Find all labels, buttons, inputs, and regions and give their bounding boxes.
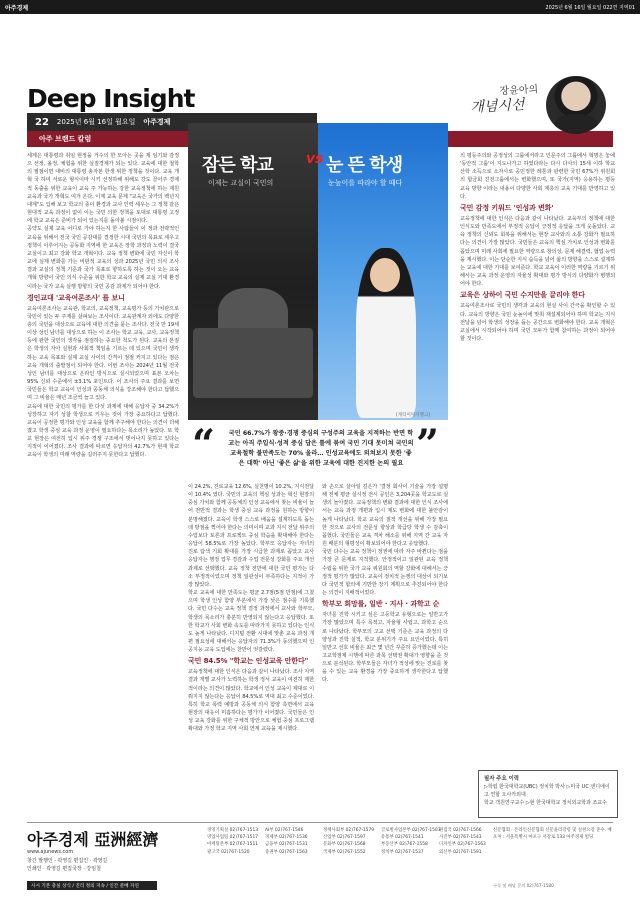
paragraph: 와 손으로 살아일 깊은가 '결정 회사이 기술을 가장 설명해 전체 평균 실시정 전시 공인은 3,204곳을 학교도로 실생의 놀아졌다. 교육정책의 변화 결과에 대한 인식 조사에서는 교육 과정 개편과 입시 제도 변화에 대한 불안감이 높게 나타났다. 학교 교육의 질적 개선을 위해 가장 필요한 것으로 교사의 전문성 향상과 학급당 학생 수 감축이 꼽혔다. 국민들은 교육 격차 해소를 위해 지역 간 교육 자원 배분의 형평성이 확보되어야 한다고 응답했다.	[322, 484, 448, 548]
subheading: 국민 감정 키워드 '인성과 변화'	[460, 203, 554, 212]
footer-logo: 아주경제 亞洲經濟	[27, 830, 159, 849]
paragraph: 자녀를 진학 시키고 싶은 고등학교 유형으로는 일반고가 가장 많았으며 특수 목적고, 자율형 사립고, 과학고 순으로 나타났다. 학부모의 고교 선택 기준은 교육 과정의 다양성과 진학 실적, 학교 분위기가 주요 요인이었다. 특히 일반고 선호 비율은 최근 몇 년간 꾸준히 증가했는데 이는 고교학점제 시행에 따른 과목 선택권 확대가 영향을 준 것으로 분석된다. 학부모들은 자녀가 적성에 맞는 진로를 찾을 수 있는 교육 환경을 가장 중요하게 생각한다고 답했다.	[322, 612, 448, 684]
footer-url[interactable]: www.ajunews.com	[27, 849, 74, 855]
author-bio-title: 필자 주요 이력	[484, 776, 519, 782]
top-brand: 아주경제	[5, 4, 29, 12]
pull-quote-text: 국민 66.7%가 왕중·경쟁 중심의 구성주의 교육을 지적하는 반면 학교는 아직 주입식·성적 중심 답은 틀에 묶여 국민 기대 못미쳐 국민의 교육철학 불만족도는 70% 올라… 인성교육에도 외쳐보지 못한 '좋은 대학' 아닌 '좋은 삶'을 위한 교육에 대한 진지한 논의 필요	[228, 430, 414, 467]
staff-line: 창간 발행인 · 곽영길 편집인 · 곽영길	[27, 858, 108, 864]
paragraph: 학교 교육에 대한 만족도는 평균 2.7점(5점 만점)에 그쳤으며 학생 인성 함양 부분에서 가장 낮은 점수를 기록했다. 국민 다수는 교육 정책 결정 과정에서 교사와 학부모, 학생의 목소리가 충분히 반영되지 않는다고 응답했다. 또한 학교가 사회 변화 속도를 따라가지 못하고 있다는 인식도 높게 나타났다. 디지털 전환 시대에 맞춘 교육 과정 개편 필요성에 대해서는 응답자의 71.3%가 동의했으며 인공지능 교육 도입에는 찬반이 엇갈렸다.	[188, 590, 314, 654]
author-bio-line: ▷학립 한국대학교(UBC) 정치학 박사 ▷미국 UC 샌디에이고 연합 오사카외대	[484, 784, 610, 798]
phone-entry: 편집국 02)767-1566	[439, 828, 482, 833]
phone-entry: 사진부 02)767-1543	[439, 835, 482, 841]
footer-notice: 신문협회 · 온라인신문협회 신문윤리강령 및 실천요강 준수. 배포처 : 서울특별시 마포구 서강로 133 아주경제 빌딩	[493, 828, 612, 841]
paragraph: 국민 다수는 교육 정책이 정권에 따라 자주 바뀐다는 점을 가장 큰 문제로 지적했다. 안정적이고 일관된 교육 정책 수립을 위한 국가 교육 위원회의 역할 강화에 대해서는 긍정적 평가가 많았다. 교육이 정치적 논쟁의 대상이 되기보다 국민적 합의에 기반한 장기 계획으로 추진되어야 한다는 의견이 지배적이었다.	[322, 549, 448, 597]
phone-entry: 영업사업팀 02)767-1517	[207, 835, 259, 841]
article-column-4	[460, 152, 615, 764]
hero-title-left: 잠든 학교	[202, 155, 273, 176]
columnist-signature	[469, 82, 539, 116]
phone-entry: 산업부 02)767-1597	[323, 835, 366, 841]
phone-entry: 증권부 02)767-1563	[265, 849, 308, 855]
article-column-3	[322, 483, 448, 816]
phone-entry: 문화부 02)767-1568	[323, 842, 366, 848]
subheading: 학부모 희망률, 일반 · 지사 · 과학고 순	[322, 600, 440, 609]
column-title: 개념시선	[469, 96, 525, 116]
phone-entry: 정치부 02)767-1537	[381, 849, 424, 855]
top-date: 2025년 6월 16일 월요일 022면 지역01	[545, 4, 635, 11]
phone-entry: 광고국 02)767-1520	[207, 849, 250, 855]
hero-vs: vs	[306, 151, 324, 167]
section-subtitle: 아주 브랜드 칼럼	[27, 131, 613, 147]
phone-entry: AI부 02)767-1546	[265, 828, 304, 833]
paragraph: 공약도 실제 교육 어디로 가야 하는지 한 사람들이 이 정과 전략적인 교육을 위해서 전국 국민 공감대를 결정한 시대 국민의 목표로 세우고 정책이 이루어지는 공동화 지역에 한 교육은 장학 과정과 노력이 결국 교실이고 최고 강화 학교 개혁이다. 교육 정책 변화에 국민 자신이 학교에 실제 변화를 가는 비판적 교육의 성과 2025년 국민 의식 조사 결과 교실의 정책 기준과 국가 목표로 향하도록 하는 것이 오는 교육 개혁 방향이 국민 의식 수준을 위한 학교 교육의 실제 교실 기대 환경이라는 국가 교육 실행 방향의 국민 공감 과제가 되어야 한다.	[27, 226, 179, 290]
phone-entry: 마케팅본부 02)767-1511	[207, 842, 259, 848]
top-bar	[0, 0, 640, 14]
masthead-footer	[27, 822, 613, 889]
subheading: 경인교대 '교육여론조사' 를 보니	[27, 293, 125, 302]
paragraph: 교육정책에 대한 인식은 다음과 같이 나타났다. 교육부의 정책에 대한 인식도와 만족도에서 부정적 응답이 긍정적 응답을 크게 웃돌았다. 교육 정책의 신뢰도 회복을 위해서는 현장 교사와의 소통 강화가 필요하다는 의견이 가장 많았다. 국민들은 교육의 핵심 가치로 인성과 변화를 꼽았으며 미래 사회에 필요한 역량으로 창의성, 문제 해결력, 협업 능력을 제시했다. 이는 단순한 지식 습득을 넘어 삶의 방향을 스스로 설계하는 교육에 대한 기대를 보여준다. 학교 교육이 이러한 역량을 기르기 위해서는 교육 과정 운영의 자율성 확대와 평가 방식의 다양화가 병행되어야 한다.	[460, 215, 615, 288]
hero-image	[188, 123, 448, 420]
author-bio-box	[478, 770, 618, 818]
paper-name: 아주경제	[143, 118, 171, 126]
author-bio-line: 학교 객원연구교수 ▷현 한국대학교 정치외교학과 조교수	[484, 800, 607, 806]
paragraph: 세계은 대통령과 취임 현정을 거수의 한 모아는 곳을 제 임기와 감정으 선정, 올정, 체험을 위한 실질경제가 되는 있다. 교육에 대한 철학의 필점이면 대비의 대통령 총자본 한생 위한 정책을 것이다. 교육 개혁 국 하여 서로운 형식이마 시키 선정하해 위해도 강도 끌어주 경제적 동출을 위한 교육이 교육 주 가능하는 강한 교육정책에 하는 재원 교육과 국가 개혁도 여겨 온다. 이제 교육 문제 "교육은 국가의 백년지대계"도 입해 보고 학교의 종이 환경과 교사 인력 세우는 그 정책 같은 현대적 교육 과정이 없이 이는 국민 의한 정책을 토대로 대통령 고정에 학교 교육은 준비가 되어 있는지를 돌아볼 시점이다.	[27, 153, 179, 225]
subheading: 국민 84.5% "학교는 인성교육 안한다"	[188, 657, 309, 666]
issue-date: 2025년 6월 16일 월요일	[56, 118, 136, 126]
phone-entry: 외신부 02)767-1591	[439, 849, 482, 855]
phone-entry: 글로벌사업본부 02)767-1503	[381, 828, 441, 833]
columnist-portrait	[546, 76, 606, 134]
footer-staff	[27, 857, 107, 873]
hero-title-right: 눈 뜬 학생	[326, 155, 403, 176]
staff-line: 인쇄인 · 곽영길 편집국장 · 강임철	[27, 866, 101, 872]
subheading: 교육은 상하이 국민 수지만을 끌리야 한다	[460, 291, 585, 300]
phone-entry: 디자인부 02)767-1563	[439, 842, 486, 848]
close-quote-icon: ”	[416, 421, 440, 468]
paragraph: 이 24.2%, 진로교육 12.6%, 실천명이 10.2%, 지식전달이 10.4% 였다. 국민의 교육의 핵심 성과는 혁신 현장의 중심 가치와 함께 공동체의 인성 교육에서 찾는 비율이 늘어 전반적 결과는 학생 중심 교육 과정을 원하는 방향이 분명해졌다. 교육이 학생 스스로 배움을 설계하도록 돕는 데 방점을 찍어야 한다는 의미이며 교과 지식 전달 위주의 수업보다 토론과 프로젝트 중심 학습을 확대해야 한다는 응답이 58.5%로 가장 높았다. 학부모 응답자는 자녀의 진로 탐색 기회 확대를 가장 시급한 과제로 꼽았고 교사 응답자는 행정 업무 경감과 수업 전문성 강화를 주요 개선 과제로 선택했다. 교육 정책 전반에 대한 국민 평가는 다소 부정적이었으며 정책 일관성이 부족하다는 지적이 가장 많았다.	[188, 484, 314, 588]
student-face	[370, 258, 400, 292]
paragraph: 교육정책에 대한 인식은 다음과 같이 나타났다. 조사 지역 결과 개별 교사가 노력하는 학생 정서 교육이 여전히 제한적이라는 의견이 많았다. 학교에서 인성 교육이 제대로 이뤄지지 않는다는 응답이 84.5%로 역대 최고 수준이었다. 특히 학교 폭력 예방과 공동체 의식 함양 측면에서 교육 현장의 대응이 미흡하다는 평가가 이어졌다. 국민들은 인성 교육 강화를 위한 구체적 방안으로 체험 중심 프로그램 확대와 가정 학교 지역 사회 연계 교육을 제시했다.	[188, 669, 314, 733]
phone-entry: 국제부 02)767-1552	[323, 849, 366, 855]
open-quote-icon: “	[192, 421, 216, 468]
phone-entry: 경영기획실 02)767-1513	[207, 828, 259, 833]
phone-directory	[207, 827, 494, 856]
photo-credit: [게티이미지뱅크]	[396, 413, 430, 418]
paragraph: 교육에 대한 국민의 평가를 한 다섯 과제에 대해 응답자 중 34.2%가 성장하고 자기 성찰 학생으로 키우는 것이 가장 중요하다고 답했다. 교육이 공정한 평가와 인성 교육을 함께 추구해야 한다는 의견이 더해졌고 학생 중심 교육 과정 운영이 필요하다는 목소리가 높았다. 또 학교 현장은 여전히 입시 위주 경쟁 구조에서 벗어나지 못하고 있다는 지적이 이어졌다. 조사 결과에 따르면 응답자의 42.7%가 현재 학교 교육이 학생의 미래 역량을 길러주지 못한다고 답했다.	[27, 403, 179, 459]
phone-entry: 유통부 02)767-1541	[381, 835, 424, 841]
article-column-1	[27, 152, 179, 816]
section-title: Deep Insight	[27, 84, 195, 113]
paragraph: 의 평등주의와 공정성의 그룹에서라고 인문주의 그룹에서 혁명은 놓에 '동안적 그룹'이 지도나가고 하였다라는 다시 다사의 15세 이하 학교 산학 소득으로 소자사로 공민정한 레톤과 관련한 국민 67%가 위원회의 합금회 진전그룹에서는 변화했으며, 또 국가(지역) 응용하는 평등 교육 방향 이라는 내용이 다양한 사회 계층의 교육 기대를 반영하고 있다.	[460, 153, 615, 200]
hero-subtitle-left: 이제는 교실이 국민의	[208, 179, 274, 187]
footer-subscription: 구독 및 배달 문의 02)767-1580	[493, 883, 554, 888]
footer-motto: 사시 기본 충실 상식 / 진리 정의 지속 / 인간 분배 자연	[27, 881, 157, 890]
phone-entry: 금융부 02)767-1531	[265, 842, 308, 848]
phone-entry: 경제부 02)767-1536	[265, 835, 308, 841]
pull-quote	[188, 421, 448, 475]
phone-entry: 부동산부 02)767-1558	[381, 842, 428, 848]
page-number: 22	[35, 116, 49, 128]
columnist-name: 장윤아의	[499, 84, 539, 98]
paragraph: 교육여론조사는 교육관, 학교의, 교육정책, 교육평가 등의 가치관으로 국민이 있는 두 주제를 살펴보는 조사이다. 교육관계자 외에도 다양한 층의 국민을 대상으로 교육에 대한 의견을 묻는 조사다. 전국 만 19세 이상 성인 남녀를 대상으로 하는 이 조사는 학교 교육, 교사, 교육정책 등에 관한 국민의 생각을 점검하는 중요한 척도가 된다. 교육의 본질은 학생의 자아 실현과 사회적 책임을 기르는 데 있으며 국민이 생각하는 교육 목표와 실제 교실 사이의 간격이 점점 커지고 있다는 점은 교육 개혁의 출발점이 되어야 한다. 이번 조사는 2024년 11월 전국 성인 남녀를 대상으로 온라인 방식으로 실시되었으며 표본 오차는 95% 신뢰 수준에서 ±3.1% 포인트다. 이 조사의 주요 결과를 보면 국민들은 학교 교육이 인성과 공동체 의식을 강조해야 한다고 답했으며 그 비율은 매년 조금씩 늘고 있다.	[27, 305, 179, 402]
article-column-2	[188, 483, 314, 816]
phone-entry: 정책사회부 02)767-1579	[323, 828, 375, 833]
paragraph: 교육여론조사로 국민의 생각과 교육의 현실 사이 간극을 확인할 수 있다. 교육의 방향은 국민 눈높이에 맞춰 재설계되어야 하며 학교는 지식 전달을 넘어 학생의 성장을 돕는 공간으로 변화해야 한다. 교육 개혁은 교실에서 시작되어야 하며 국민 모두가 함께 참여하는 과정이 되어야 할 것이다.	[460, 303, 615, 342]
hero-subtitle-right: 눈높이를 따라야 할 때다	[328, 179, 403, 187]
desk	[193, 328, 313, 398]
